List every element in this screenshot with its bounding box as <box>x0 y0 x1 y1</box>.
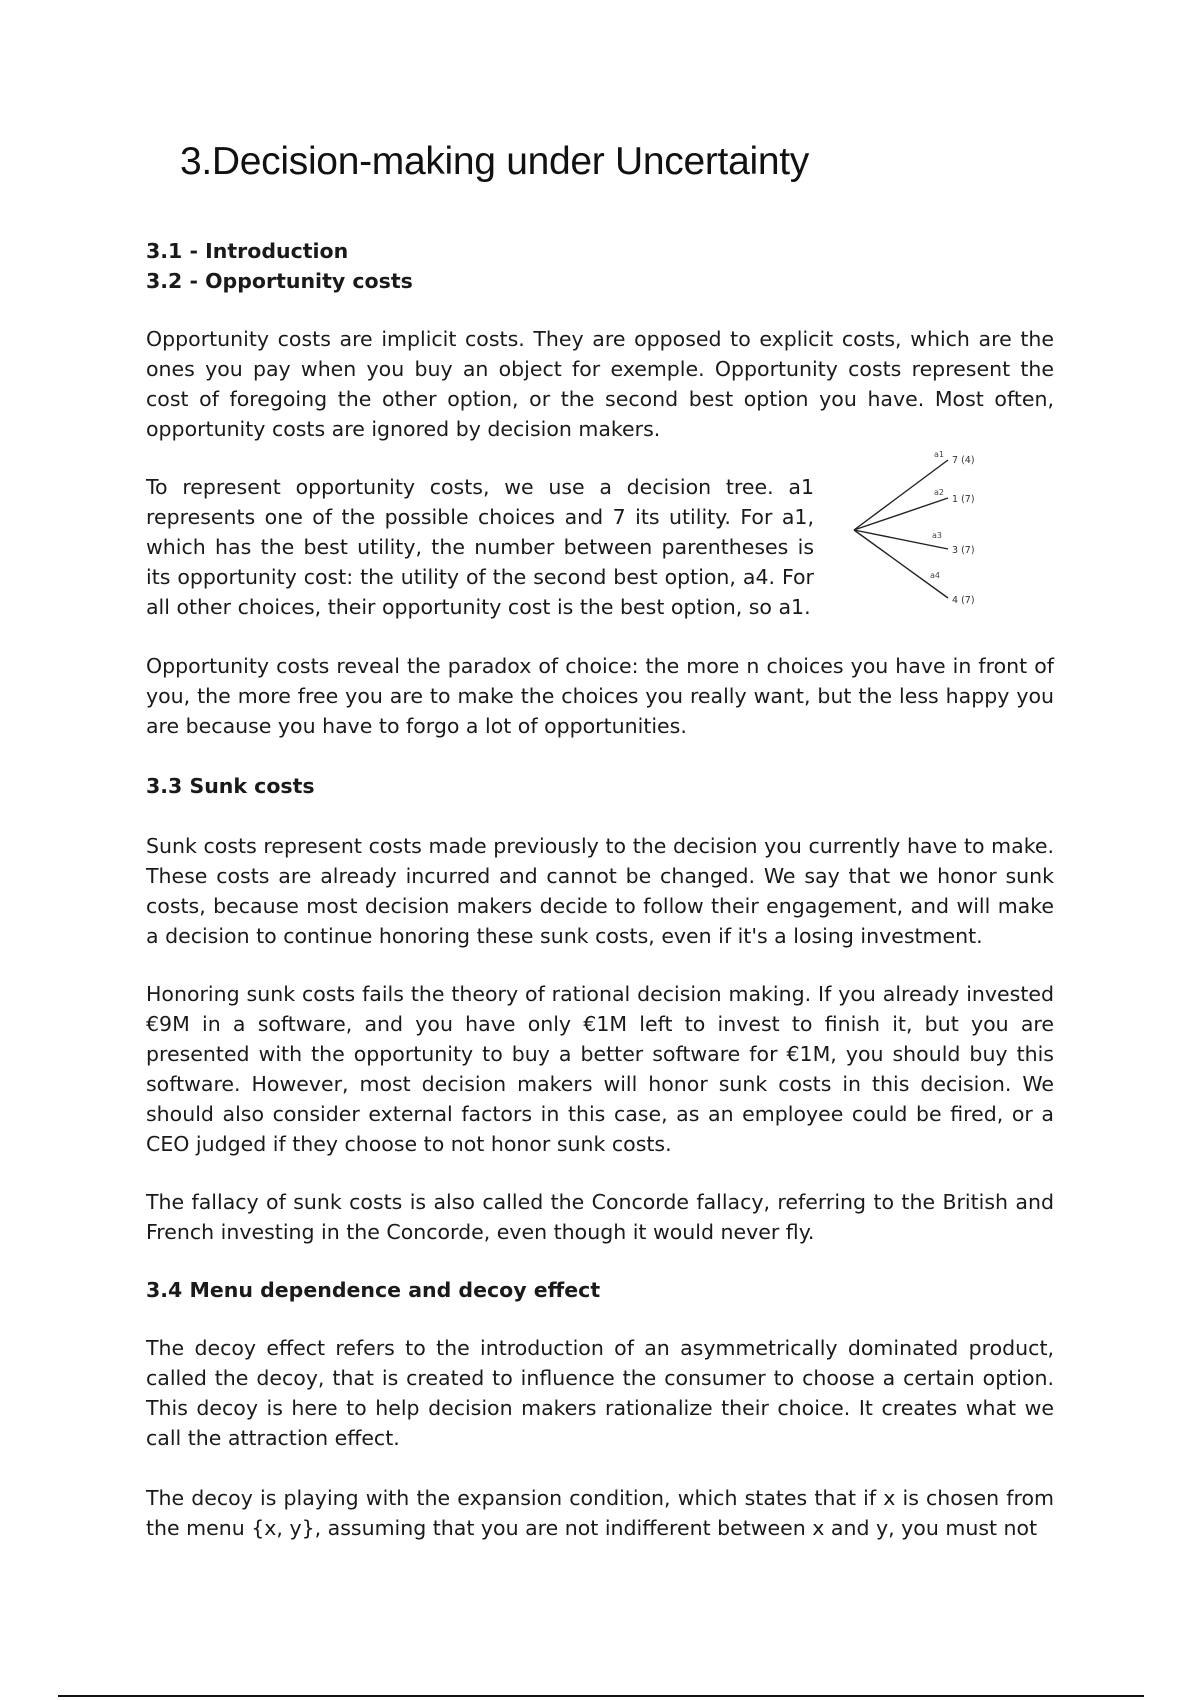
tree-value-a2: 1 (7) <box>952 494 975 505</box>
tree-action-label-a2: a2 <box>934 488 944 497</box>
decision-tree-figure <box>850 446 1050 626</box>
paragraph-paradox-of-choice: Opportunity costs reveal the paradox of choice: the more n choices you have in front of you, the more free you are to make the choices you really want, but the less happy you are because you have to forgo a lot of opportunities. <box>146 654 1054 738</box>
tree-value-a3: 3 (7) <box>952 545 975 556</box>
paragraph-decoy-effect: The decoy effect refers to the introduction of an asymmetrically dominated product, called the decoy, that is created to influence the consumer to choose a certain option. This decoy is here to help decision makers rationalize their choice. It creates what we call the attraction effect. <box>146 1336 1054 1450</box>
section-heading-3-2: 3.2 - Opportunity costs <box>146 269 413 293</box>
decision-tree-block <box>146 450 1054 622</box>
chapter-body <box>146 236 1054 1543</box>
paragraph-expansion-condition: The decoy is playing with the expansion condition, which states that if x is chosen from the menu {x, y}, assuming that you are not indifferent between x and y, you must not <box>146 1486 1054 1540</box>
tree-action-label-a1: a1 <box>934 450 944 459</box>
paragraph-sunk-costs-definition: Sunk costs represent costs made previously to the decision you currently have to make. These costs are already incurred and cannot be changed. We say that we honor sunk costs, because most decision makers decide to follow their engagement, and will make a decision to continue honoring these sunk costs, even if it's a losing investment. <box>146 834 1054 948</box>
paragraph-decision-tree: To represent opportunity costs, we use a decision tree. a1 represents one of the possible choices and 7 its utility. For a1, which has the best utility, the number between parentheses is its opportunity cost: the utility of the second best option, a4. For all other choices, their opportunity cost is the best option, so a1. <box>146 475 814 619</box>
chapter-title: 3.Decision-making under Uncertainty <box>180 140 809 183</box>
tree-value-a1: 7 (4) <box>952 455 975 466</box>
tree-action-label-a3: a3 <box>932 531 942 540</box>
decision-tree-svg <box>850 446 1050 626</box>
section-heading-3-4: 3.4 Menu dependence and decoy effect <box>146 1278 601 1302</box>
tree-value-a4: 4 (7) <box>952 595 975 606</box>
paragraph-concorde-fallacy: The fallacy of sunk costs is also called the Concorde fallacy, referring to the British and French investing in the Concorde, even though it would never fly. <box>146 1190 1054 1244</box>
page-bottom-rule <box>58 1695 1144 1697</box>
section-heading-3-1: 3.1 - Introduction <box>146 239 349 263</box>
section-heading-3-3: 3.3 Sunk costs <box>146 774 315 798</box>
paragraph-sunk-costs-example: Honoring sunk costs fails the theory of rational decision making. If you already invested €9M in a software, and you have only €1M left to invest to finish it, but you are presented with the opportunity to buy a better software for €1M, you should buy this software. However, most decision makers will honor sunk costs in this decision. We should also consider external factors in this case, as an employee could be fired, or a CEO judged if they choose to not honor sunk costs. <box>146 982 1054 1156</box>
tree-branch-a2 <box>854 498 948 530</box>
paragraph-opportunity-costs-definition: Opportunity costs are implicit costs. They are opposed to explicit costs, which are the ones you pay when you buy an object for exemple. Opportunity costs represent the cost of foregoing the other option, or the second best option you have. Most often, opportunity costs are ignored by decision makers. <box>146 327 1054 441</box>
tree-action-label-a4: a4 <box>930 571 940 580</box>
